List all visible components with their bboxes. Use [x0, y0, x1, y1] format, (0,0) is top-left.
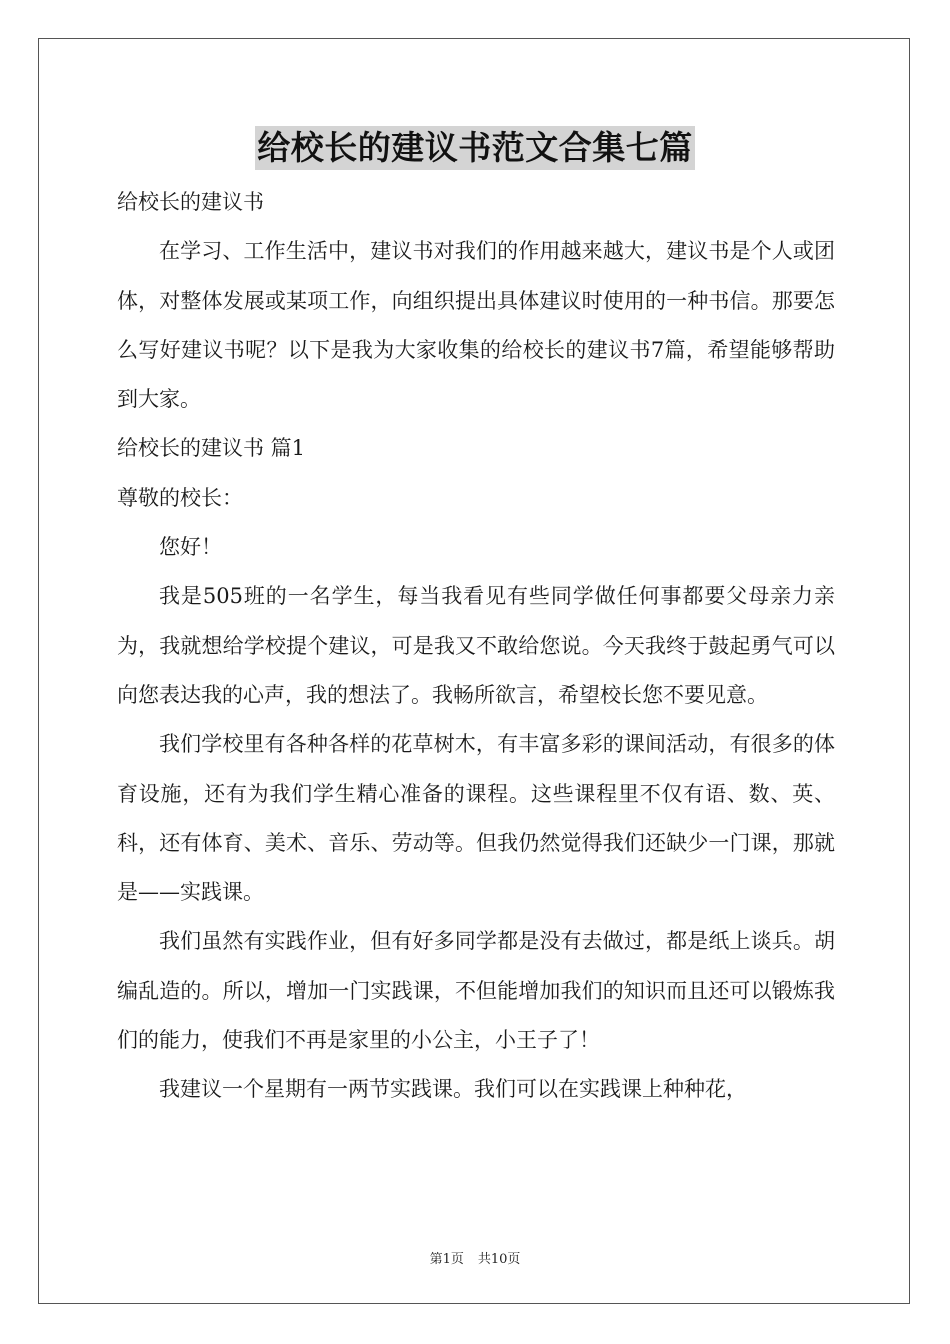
document-title: 给校长的建议书范文合集七篇: [255, 126, 695, 170]
paragraph: 在学习、工作生活中，建议书对我们的作用越来越大，建议书是个人或团体，对整体发展或某项工作，向组织提出具体建议时使用的一种书信。那要怎么写好建议书呢？以下是我为大家收集的给校长的建议书7篇，希望能够帮助到大家。: [117, 239, 835, 412]
paragraph: 我建议一个星期有一两节实践课。我们可以在实践课上种种花，: [159, 1077, 747, 1102]
paragraph: 您好！: [159, 535, 222, 560]
paragraph: 尊敬的校长：: [117, 485, 243, 510]
paragraph: 我们虽然有实践作业，但有好多同学都是没有去做过，都是纸上谈兵。胡编乱造的。所以，增加一门实践课，不但能增加我们的知识而且还可以锻炼我们的能力，使我们不再是家里的小公主，小王子了！: [117, 929, 835, 1053]
page-footer: [0, 1248, 950, 1267]
paragraph: 给校长的建议书 篇1: [117, 436, 306, 461]
paragraph: 我是505班的一名学生，每当我看见有些同学做任何事都要父母亲力亲为，我就想给学校提个建议，可是我又不敢给您说。今天我终于鼓起勇气可以向您表达我的心声，我的想法了。我畅所欲言，希望校长您不要见意。: [117, 584, 835, 707]
document-body: [117, 178, 835, 1115]
page-total: 共10页: [477, 1252, 521, 1267]
page-number: 第1页: [429, 1252, 464, 1267]
paragraph: 给校长的建议书: [117, 190, 264, 214]
title-container: [0, 126, 950, 170]
paragraph: 我们学校里有各种各样的花草树木，有丰富多彩的课间活动，有很多的体育设施，还有为我们学生精心准备的课程。这些课程里不仅有语、数、英、科，还有体育、美术、音乐、劳动等。但我仍然觉得我们还缺少一门课，那就是——实践课。: [117, 732, 835, 905]
